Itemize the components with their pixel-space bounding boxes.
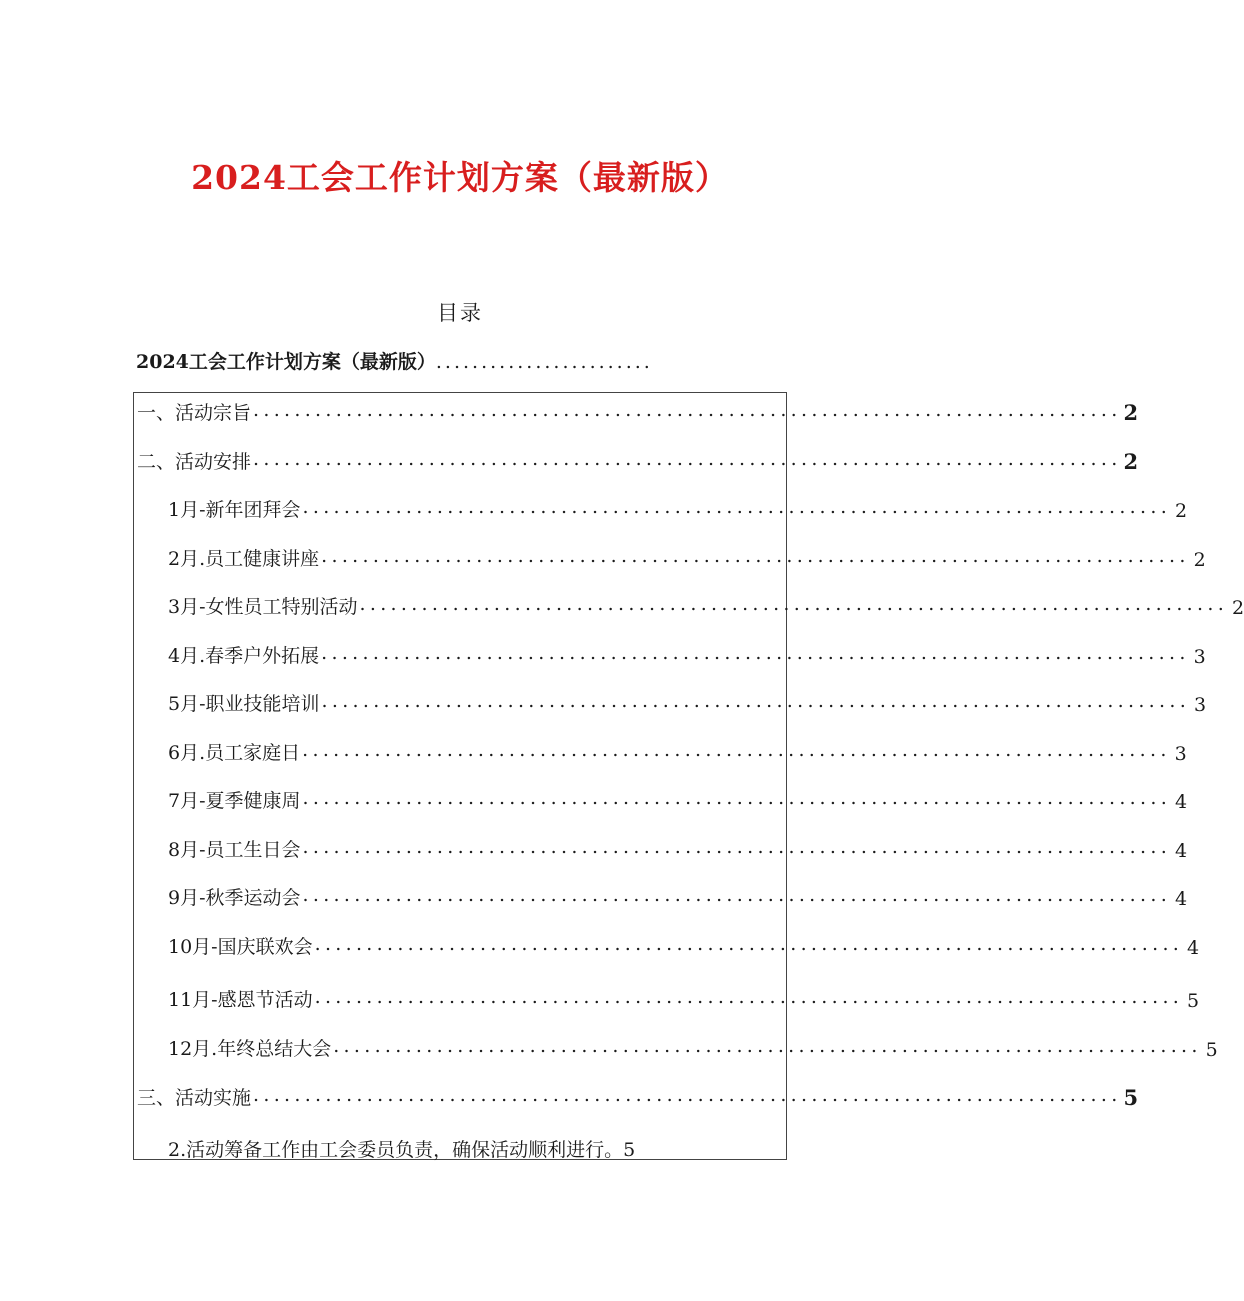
dot-leader: .................................................................................... [302,884,1172,906]
toc-entry-may[interactable] [168,686,1207,716]
toc-heading: 目录 [437,301,483,325]
toc-entry-page: 2 [1123,400,1139,425]
toc-entry-page: 4 [1174,888,1188,910]
toc-entry-sep[interactable] [168,880,1188,910]
toc-entry-page: 5 [1205,1039,1218,1061]
toc-entry-page: 3 [1174,743,1187,765]
dot-leader: .................................................................................... [253,1084,1122,1106]
toc-entry-label: 9月-秋季运动会 [168,887,301,909]
toc-entry-page: 3 [1193,694,1207,716]
toc-entry-preparation[interactable]: 2.活动筹备工作由工会委员负责，确保活动顺利进行。5 [168,1139,636,1161]
toc-entry-page: 2 [1174,500,1188,522]
dot-leader: .................................................................................... [302,739,1171,761]
dot-leader: .................................................................................... [314,986,1184,1008]
toc-entry-dec[interactable] [168,1031,1218,1061]
toc-entry-page: 4 [1174,791,1188,813]
toc-entry-label: 4月.春季户外拓展 [168,645,320,667]
dot-leader: .................................................................................... [302,496,1172,518]
toc-entry-label: 12月.年终总结大会 [168,1038,332,1060]
toc-top-entry-leader: ........................ [435,351,653,373]
dot-leader: .................................................................................... [253,448,1122,470]
toc-entry-page: 3 [1193,646,1206,668]
toc-entry-apr[interactable] [168,638,1206,668]
toc-entry-page: 2 [1123,449,1139,474]
toc-entry-implementation[interactable] [137,1080,1139,1110]
toc-entry-oct[interactable] [168,929,1200,959]
toc-entry-nov[interactable] [168,982,1200,1012]
toc-entry-label: 8月-员工生日会 [168,839,301,861]
dot-leader: .................................................................................... [302,787,1172,809]
dot-leader: .................................................................................... [333,1035,1202,1057]
toc-entry-arrangement[interactable] [137,444,1139,474]
toc-top-entry-label: 2024工会工作计划方案（最新版） [136,351,436,373]
toc-entry-label: 11月-感恩节活动 [168,989,313,1011]
dot-leader: .................................................................................... [253,399,1122,421]
toc-entry-label: 7月-夏季健康周 [168,790,301,812]
toc-entry-jul[interactable] [168,783,1188,813]
toc-entry-page: 5 [1123,1085,1139,1110]
toc-entry-label: 5月-职业技能培训 [168,693,320,715]
dot-leader: .................................................................................... [302,836,1172,858]
toc-entry-label: 三、活动实施 [137,1087,252,1109]
toc-entry-jan[interactable] [168,492,1188,522]
dot-leader: .................................................................................... [314,933,1184,955]
toc-entry-label: 二、活动安排 [137,451,252,473]
toc-entry-mar[interactable] [168,589,1244,619]
dot-leader: .................................................................................... [321,545,1190,567]
toc-entry-aug[interactable] [168,832,1188,862]
toc-entry-label: 10月-国庆联欢会 [168,936,313,958]
document-title: 2024工会工作计划方案（最新版） [191,158,729,197]
dot-leader: .................................................................................... [321,690,1191,712]
toc-entry-jun[interactable] [168,735,1187,765]
toc-entry-page: 2 [1193,549,1206,571]
toc-entry-label: 3月-女性员工特别活动 [168,596,358,618]
toc-entry-label: 2月.员工健康讲座 [168,548,320,570]
dot-leader: .................................................................................... [359,593,1229,615]
toc-entry-page: 5 [1187,990,1200,1012]
toc-entry-label: 6月.员工家庭日 [168,742,301,764]
toc-entry-purpose[interactable] [137,395,1139,425]
toc-entry-label: 一、活动宗旨 [137,402,252,424]
toc-entry-page: 4 [1187,937,1200,959]
toc-box [133,392,1244,1161]
toc-entry-page: 4 [1174,840,1188,862]
toc-entry-label: 1月-新年团拜会 [168,499,301,521]
toc-entry-feb[interactable] [168,541,1206,571]
toc-entry-page: 2 [1231,597,1244,619]
toc-top-entry[interactable] [136,346,756,378]
dot-leader: .................................................................................... [321,642,1190,664]
